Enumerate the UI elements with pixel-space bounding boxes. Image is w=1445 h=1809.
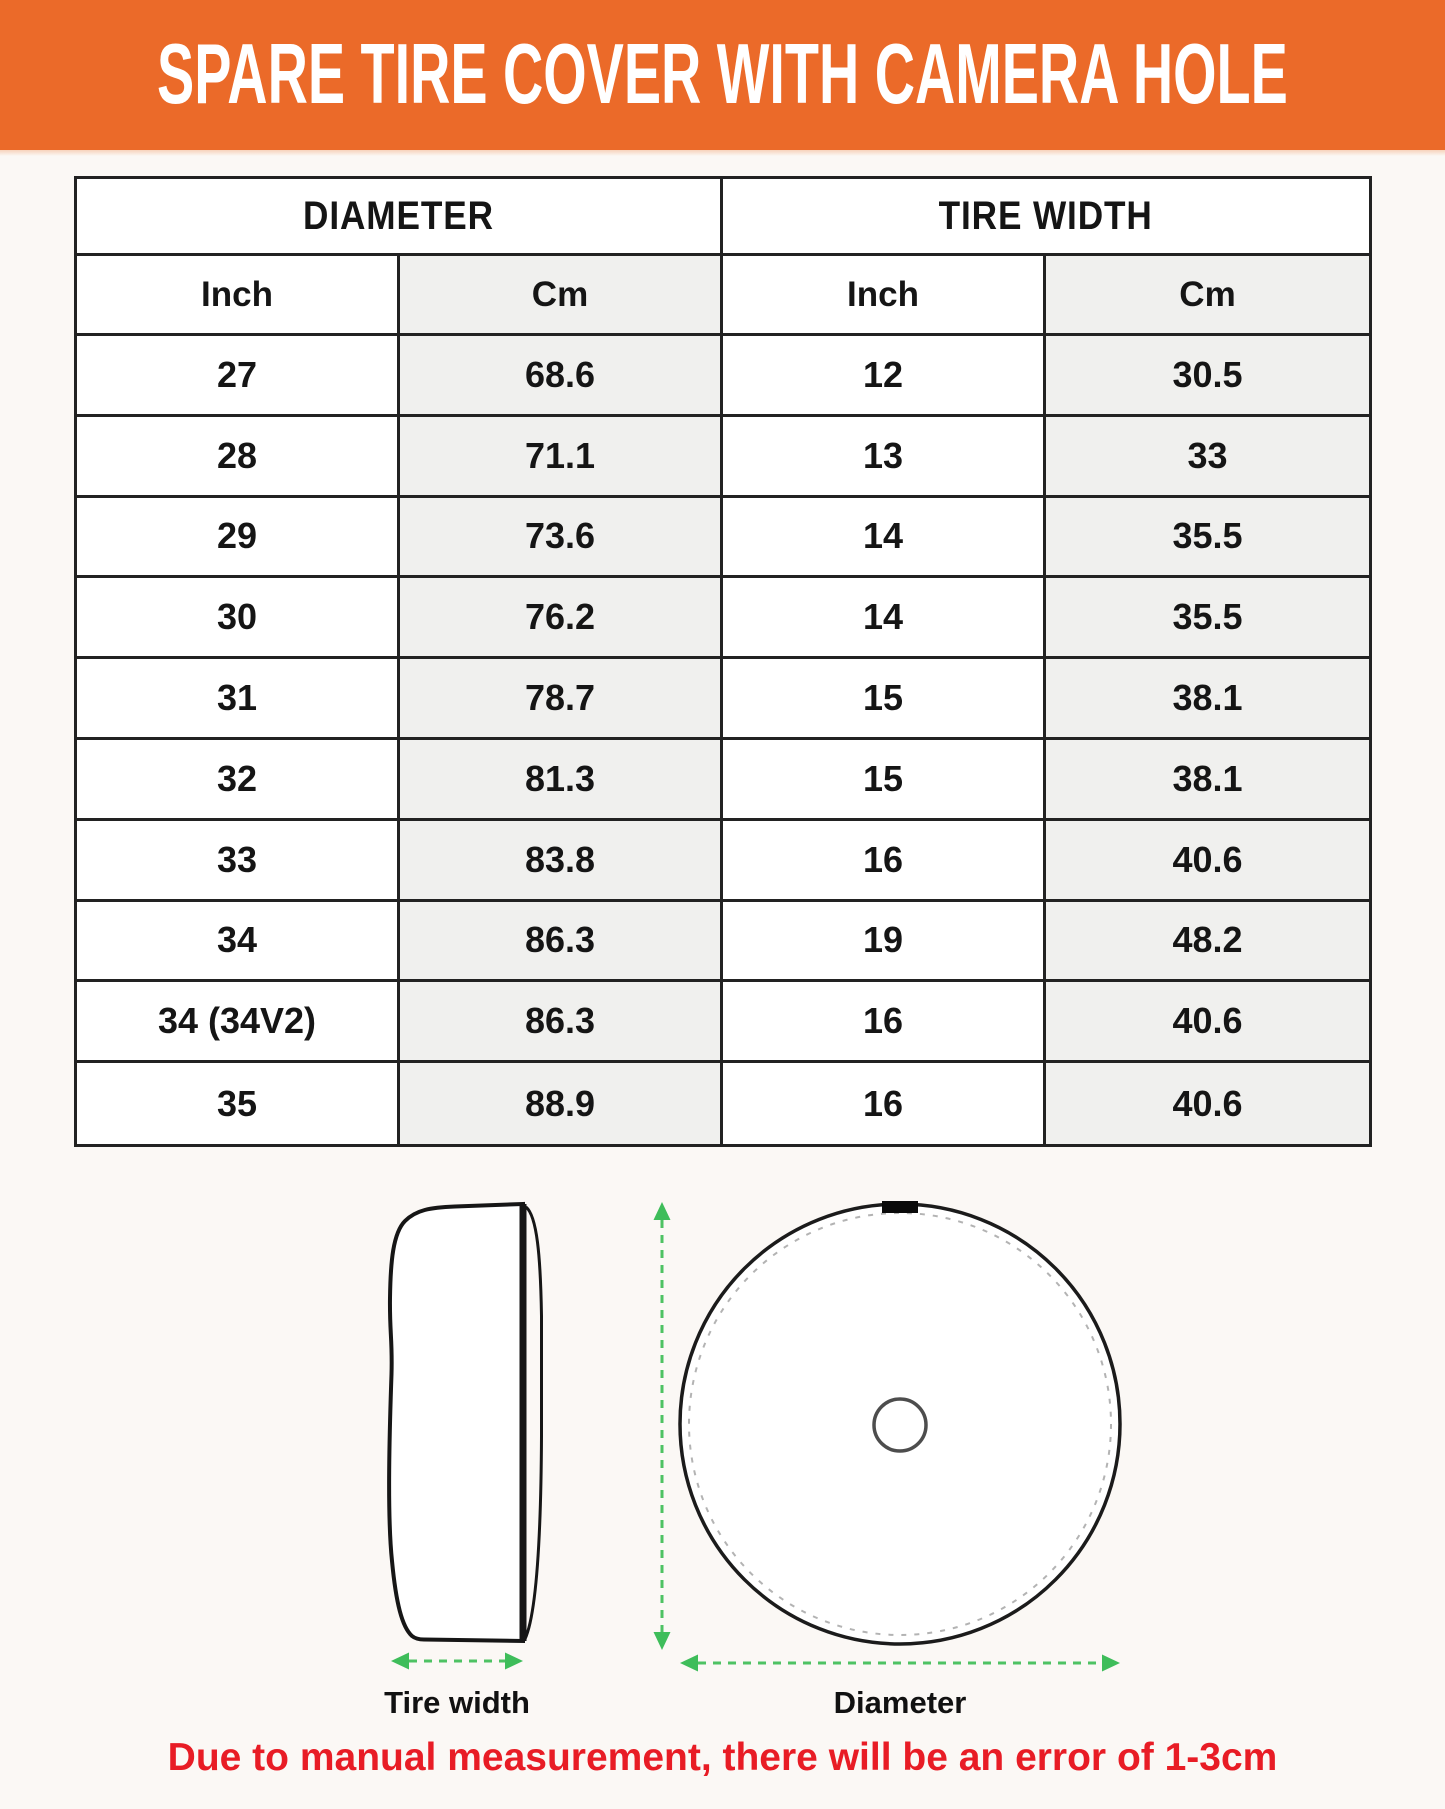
table-cell: 83.8 (400, 821, 723, 902)
table-cell: 30 (77, 578, 400, 659)
table-cell: 29 (77, 498, 400, 579)
measurement-error-note: Due to manual measurement, there will be an error of 1-3cm (167, 1736, 1278, 1779)
diameter-label: Diameter (833, 1685, 967, 1720)
table-cell: 32 (77, 740, 400, 821)
table-cell: 78.7 (400, 659, 723, 740)
table-cell: 33 (1046, 417, 1369, 498)
table-cell: 12 (723, 336, 1046, 417)
table-cell: 13 (723, 417, 1046, 498)
diameter-vertical-arrowhead-bottom (654, 1632, 671, 1650)
table-cell: 40.6 (1046, 821, 1369, 902)
tire-tread-edge (525, 1207, 542, 1639)
table-cell: 48.2 (1046, 902, 1369, 983)
column-header-inch: Inch (77, 256, 400, 336)
header-banner (0, 0, 1445, 150)
table-cell: 15 (723, 740, 1046, 821)
table-cell: 88.9 (400, 1063, 723, 1144)
column-group-tire-width: TIRE WIDTH (723, 179, 1369, 256)
table-cell: 30.5 (1046, 336, 1369, 417)
column-group-diameter: DIAMETER (77, 179, 723, 256)
table-cell: 35.5 (1046, 578, 1369, 659)
diameter-horizontal-arrowhead-right (1102, 1655, 1120, 1672)
table-cell: 19 (723, 902, 1046, 983)
table-cell: 33 (77, 821, 400, 902)
table-cell: 38.1 (1046, 740, 1369, 821)
table-cell: 34 (34V2) (77, 982, 400, 1063)
table-cell: 35 (77, 1063, 400, 1144)
tire-width-label: Tire width (384, 1685, 530, 1720)
table-cell: 81.3 (400, 740, 723, 821)
table-cell: 35.5 (1046, 498, 1369, 579)
table-cell: 38.1 (1046, 659, 1369, 740)
table-cell: 86.3 (400, 982, 723, 1063)
tire-side-view-outline (389, 1204, 523, 1641)
table-cell: 31 (77, 659, 400, 740)
table-cell: 27 (77, 336, 400, 417)
diameter-horizontal-arrowhead-left (680, 1655, 698, 1672)
table-cell: 14 (723, 578, 1046, 659)
table-cell: 68.6 (400, 336, 723, 417)
banner-fade-strip (0, 150, 1445, 156)
table-cell: 14 (723, 498, 1046, 579)
table-cell: 73.6 (400, 498, 723, 579)
table-cell: 16 (723, 1063, 1046, 1144)
tire-width-arrowhead-left (391, 1653, 409, 1670)
tire-width-arrowhead-right (505, 1653, 523, 1670)
tire-measurement-diagram (0, 1180, 1445, 1740)
table-cell: 34 (77, 902, 400, 983)
table-cell: 40.6 (1046, 1063, 1369, 1144)
table-cell: 16 (723, 821, 1046, 902)
diameter-vertical-arrowhead-top (654, 1202, 671, 1220)
table-cell: 86.3 (400, 902, 723, 983)
size-chart-table (74, 176, 1372, 1147)
table-cell: 76.2 (400, 578, 723, 659)
table-cell: 28 (77, 417, 400, 498)
table-cell: 16 (723, 982, 1046, 1063)
camera-hole-circle (874, 1399, 926, 1451)
column-header-cm: Cm (400, 256, 723, 336)
table-cell: 40.6 (1046, 982, 1369, 1063)
page-title: SPARE TIRE COVER WITH CAMERA HOLE (157, 27, 1288, 122)
column-header-inch: Inch (723, 256, 1046, 336)
table-cell: 15 (723, 659, 1046, 740)
table-cell: 71.1 (400, 417, 723, 498)
column-header-cm: Cm (1046, 256, 1369, 336)
valve-notch-rect (882, 1201, 918, 1213)
